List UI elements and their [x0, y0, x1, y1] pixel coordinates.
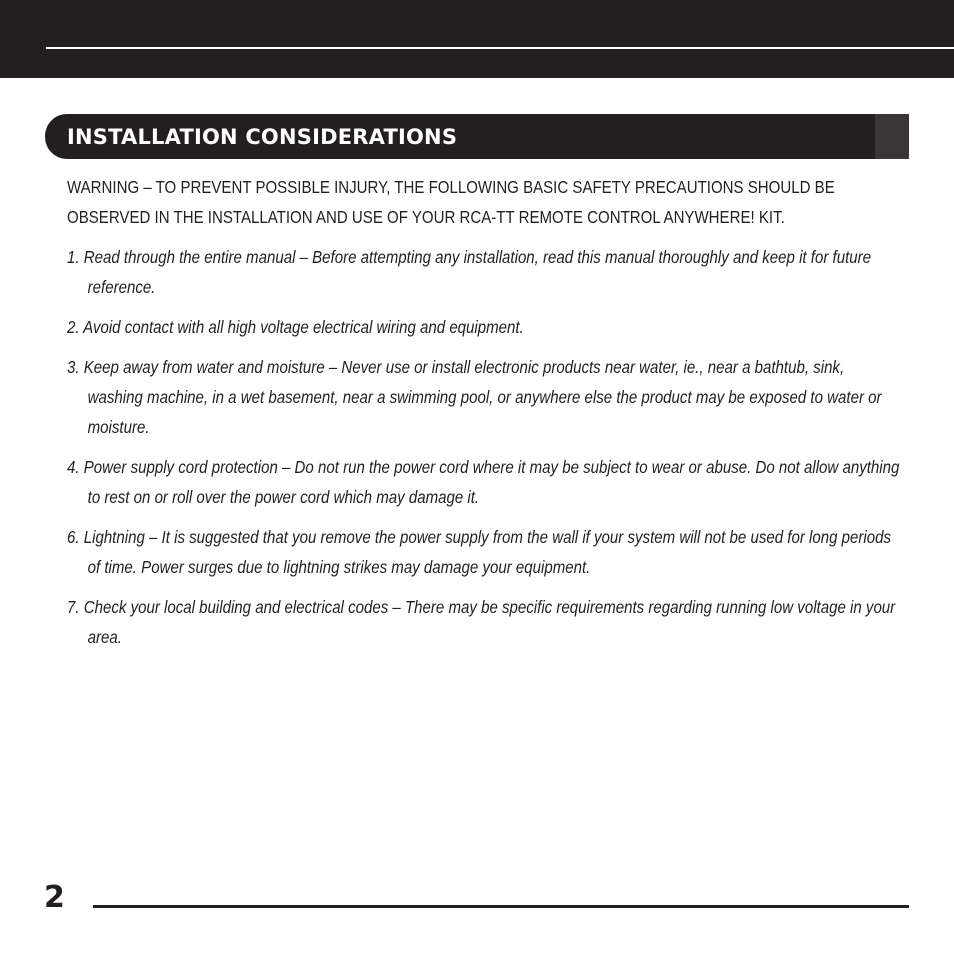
page-content — [67, 172, 900, 662]
section-title: INSTALLATION CONSIDERATIONS — [67, 125, 458, 149]
list-item: 1. Read through the entire manual – Before attempting any installation, read this manual thoroughly and keep it for future reference. — [67, 247, 872, 297]
list-item: 4. Power supply cord protection – Do not run the power cord where it may be subject to wear or abuse. Do not allow anything to rest on or roll over the power cord which may damage it. — [67, 457, 900, 507]
section-header — [45, 114, 909, 159]
list-item: 6. Lightning – It is suggested that you remove the power supply from the wall if your system will not be used for long periods of time. Power surges due to lightning strikes may damage your equipment. — [67, 527, 892, 577]
warning-paragraph: WARNING – TO PREVENT POSSIBLE INJURY, THE FOLLOWING BASIC SAFETY PRECAUTIONS SHOULD BE OBSERVED IN THE INSTALLATION AND USE OF YOUR RCA-TT REMOTE CONTROL ANYWHERE! KIT. — [67, 177, 835, 227]
top-banner — [0, 0, 954, 78]
list-item: 3. Keep away from water and moisture – Never use or install electronic products near water, ie., near a bathtub, sink, washing machine, in a wet basement, near a swimming pool, or anywhere else the product may be exposed to water or moisture. — [67, 357, 882, 437]
section-header-shade — [875, 114, 909, 159]
page-number: 2 — [44, 880, 65, 915]
list-item: 7. Check your local building and electrical codes – There may be specific requirements regarding running low voltage in your area. — [67, 597, 896, 647]
footer-rule — [93, 905, 909, 908]
top-banner-rule — [46, 47, 954, 49]
list-item: 2. Avoid contact with all high voltage electrical wiring and equipment. — [67, 317, 524, 337]
